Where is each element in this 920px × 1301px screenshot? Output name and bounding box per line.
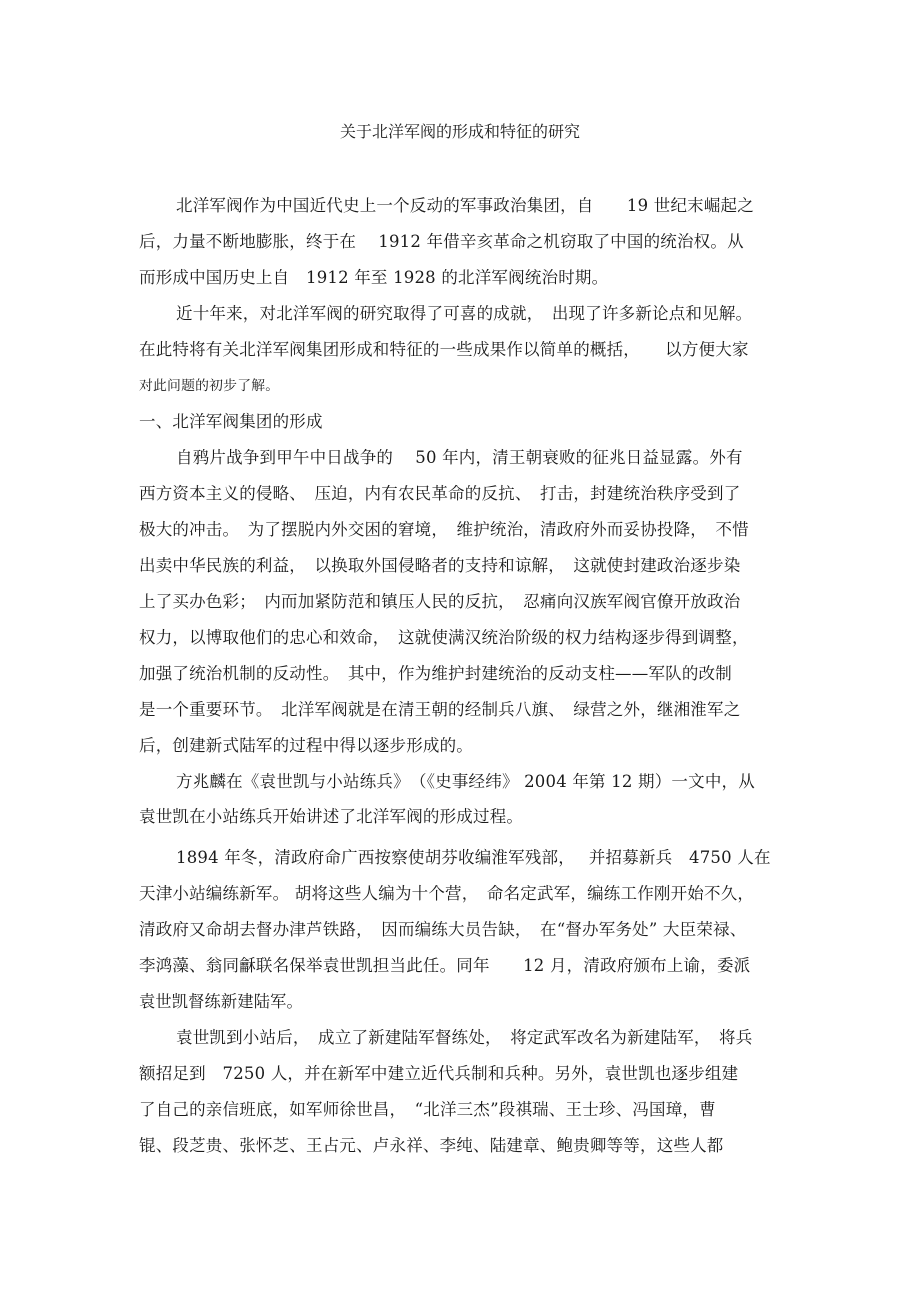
paragraph-line: 是一个重要环节。 北洋军阀就是在清王朝的经制兵八旗、 绿营之外，继湘淮军之 — [139, 700, 741, 719]
paragraph-line: 袁世凯督练新建陆军。 — [139, 992, 303, 1011]
paragraph-line: 李鸿藻、翁同龢联名保举袁世凯担当此任。同年 12 月，清政府颁布上谕，委派 — [139, 956, 751, 975]
paragraph-line: 自鸦片战争到甲午中日战争的 50 年内，清王朝衰败的征兆日益显露。外有 — [176, 448, 743, 467]
paragraph-line: 袁世凯在小站练兵开始讲述了北洋军阀的形成过程。 — [139, 807, 524, 826]
paragraph-line: 上了买办色彩； 内而加紧防范和镇压人民的反抗， 忍痛向汉族军阀官僚开放政治 — [139, 592, 741, 611]
paragraph-line: 锟、段芝贵、张怀芝、王占元、卢永祥、李纯、陆建章、鲍贵卿等等，这些人都 — [139, 1136, 724, 1155]
paragraph-line: 而形成中国历史上自 1912 年至 1928 的北洋军阀统治时期。 — [139, 268, 609, 287]
paragraph-line: 近十年来，对北洋军阀的研究取得了可喜的成就， 出现了许多新论点和见解。 — [176, 304, 753, 323]
paragraph-line: 加强了统治机制的反动性。 其中，作为维护封建统治的反动支柱——军队的改制 — [139, 664, 732, 683]
paragraph-line: 西方资本主义的侵略、 压迫，内有农民革命的反抗、 打击，封建统治秩序受到了 — [139, 484, 741, 503]
paragraph-line: 天津小站编练新军。 胡将这些人编为十个营， 命名定武军，编练工作刚开始不久， — [139, 884, 755, 903]
paragraph-line: 在此特将有关北洋军阀集团形成和特征的一些成果作以简单的概括， 以方便大家 — [139, 340, 749, 359]
paragraph-line: 了自己的亲信班底，如军师徐世昌， “北洋三杰”段祺瑞、王士珍、冯国璋，曹 — [139, 1100, 716, 1119]
paragraph-line: 出卖中华民族的利益， 以换取外国侵略者的支持和谅解， 这就使封建政治逐步染 — [139, 556, 741, 575]
document-title: 关于北洋军阀的形成和特征的研究 — [339, 122, 580, 141]
paragraph-line: 1894 年冬，清政府命广西按察使胡芬收编淮军残部， 并招募新兵 4750 人在 — [176, 848, 771, 867]
paragraph-line: 极大的冲击。 为了摆脱内外交困的窘境， 维护统治，清政府外而妥协投降， 不惜 — [139, 520, 749, 539]
paragraph-line: 后，创建新式陆军的过程中得以逐步形成的。 — [139, 736, 473, 755]
paragraph-line: 权力，以博取他们的忠心和效命， 这就使满汉统治阶级的权力结构逐步得到调整， — [139, 628, 749, 647]
paragraph-line: 袁世凯到小站后， 成立了新建陆军督练处， 将定武军改名为新建陆军， 将兵 — [176, 1028, 753, 1047]
paragraph-line: 清政府又命胡去督办津芦铁路， 因而编练大员告缺， 在“督办军务处” 大臣荣禄、 — [139, 920, 747, 939]
paragraph-line: 一、北洋军阀集团的形成 — [139, 412, 323, 431]
paragraph-line: 方兆麟在《袁世凯与小站练兵》 （《史事经纬》 2004 年第 12 期）一文中，从 — [176, 772, 755, 791]
paragraph-line: 额招足到 7250 人，并在新军中建立近代兵制和兵种。另外，袁世凯也逐步组建 — [139, 1064, 739, 1083]
paragraph-line: 北洋军阀作为中国近代史上一个反动的军事政治集团，自 19 世纪末崛起之 — [176, 196, 754, 215]
paragraph-line: 后，力量不断地膨胀，终于在 1912 年借辛亥革命之机窃取了中国的统治权。从 — [139, 232, 744, 251]
paragraph-line: 对此问题的初步了解。 — [139, 378, 280, 394]
